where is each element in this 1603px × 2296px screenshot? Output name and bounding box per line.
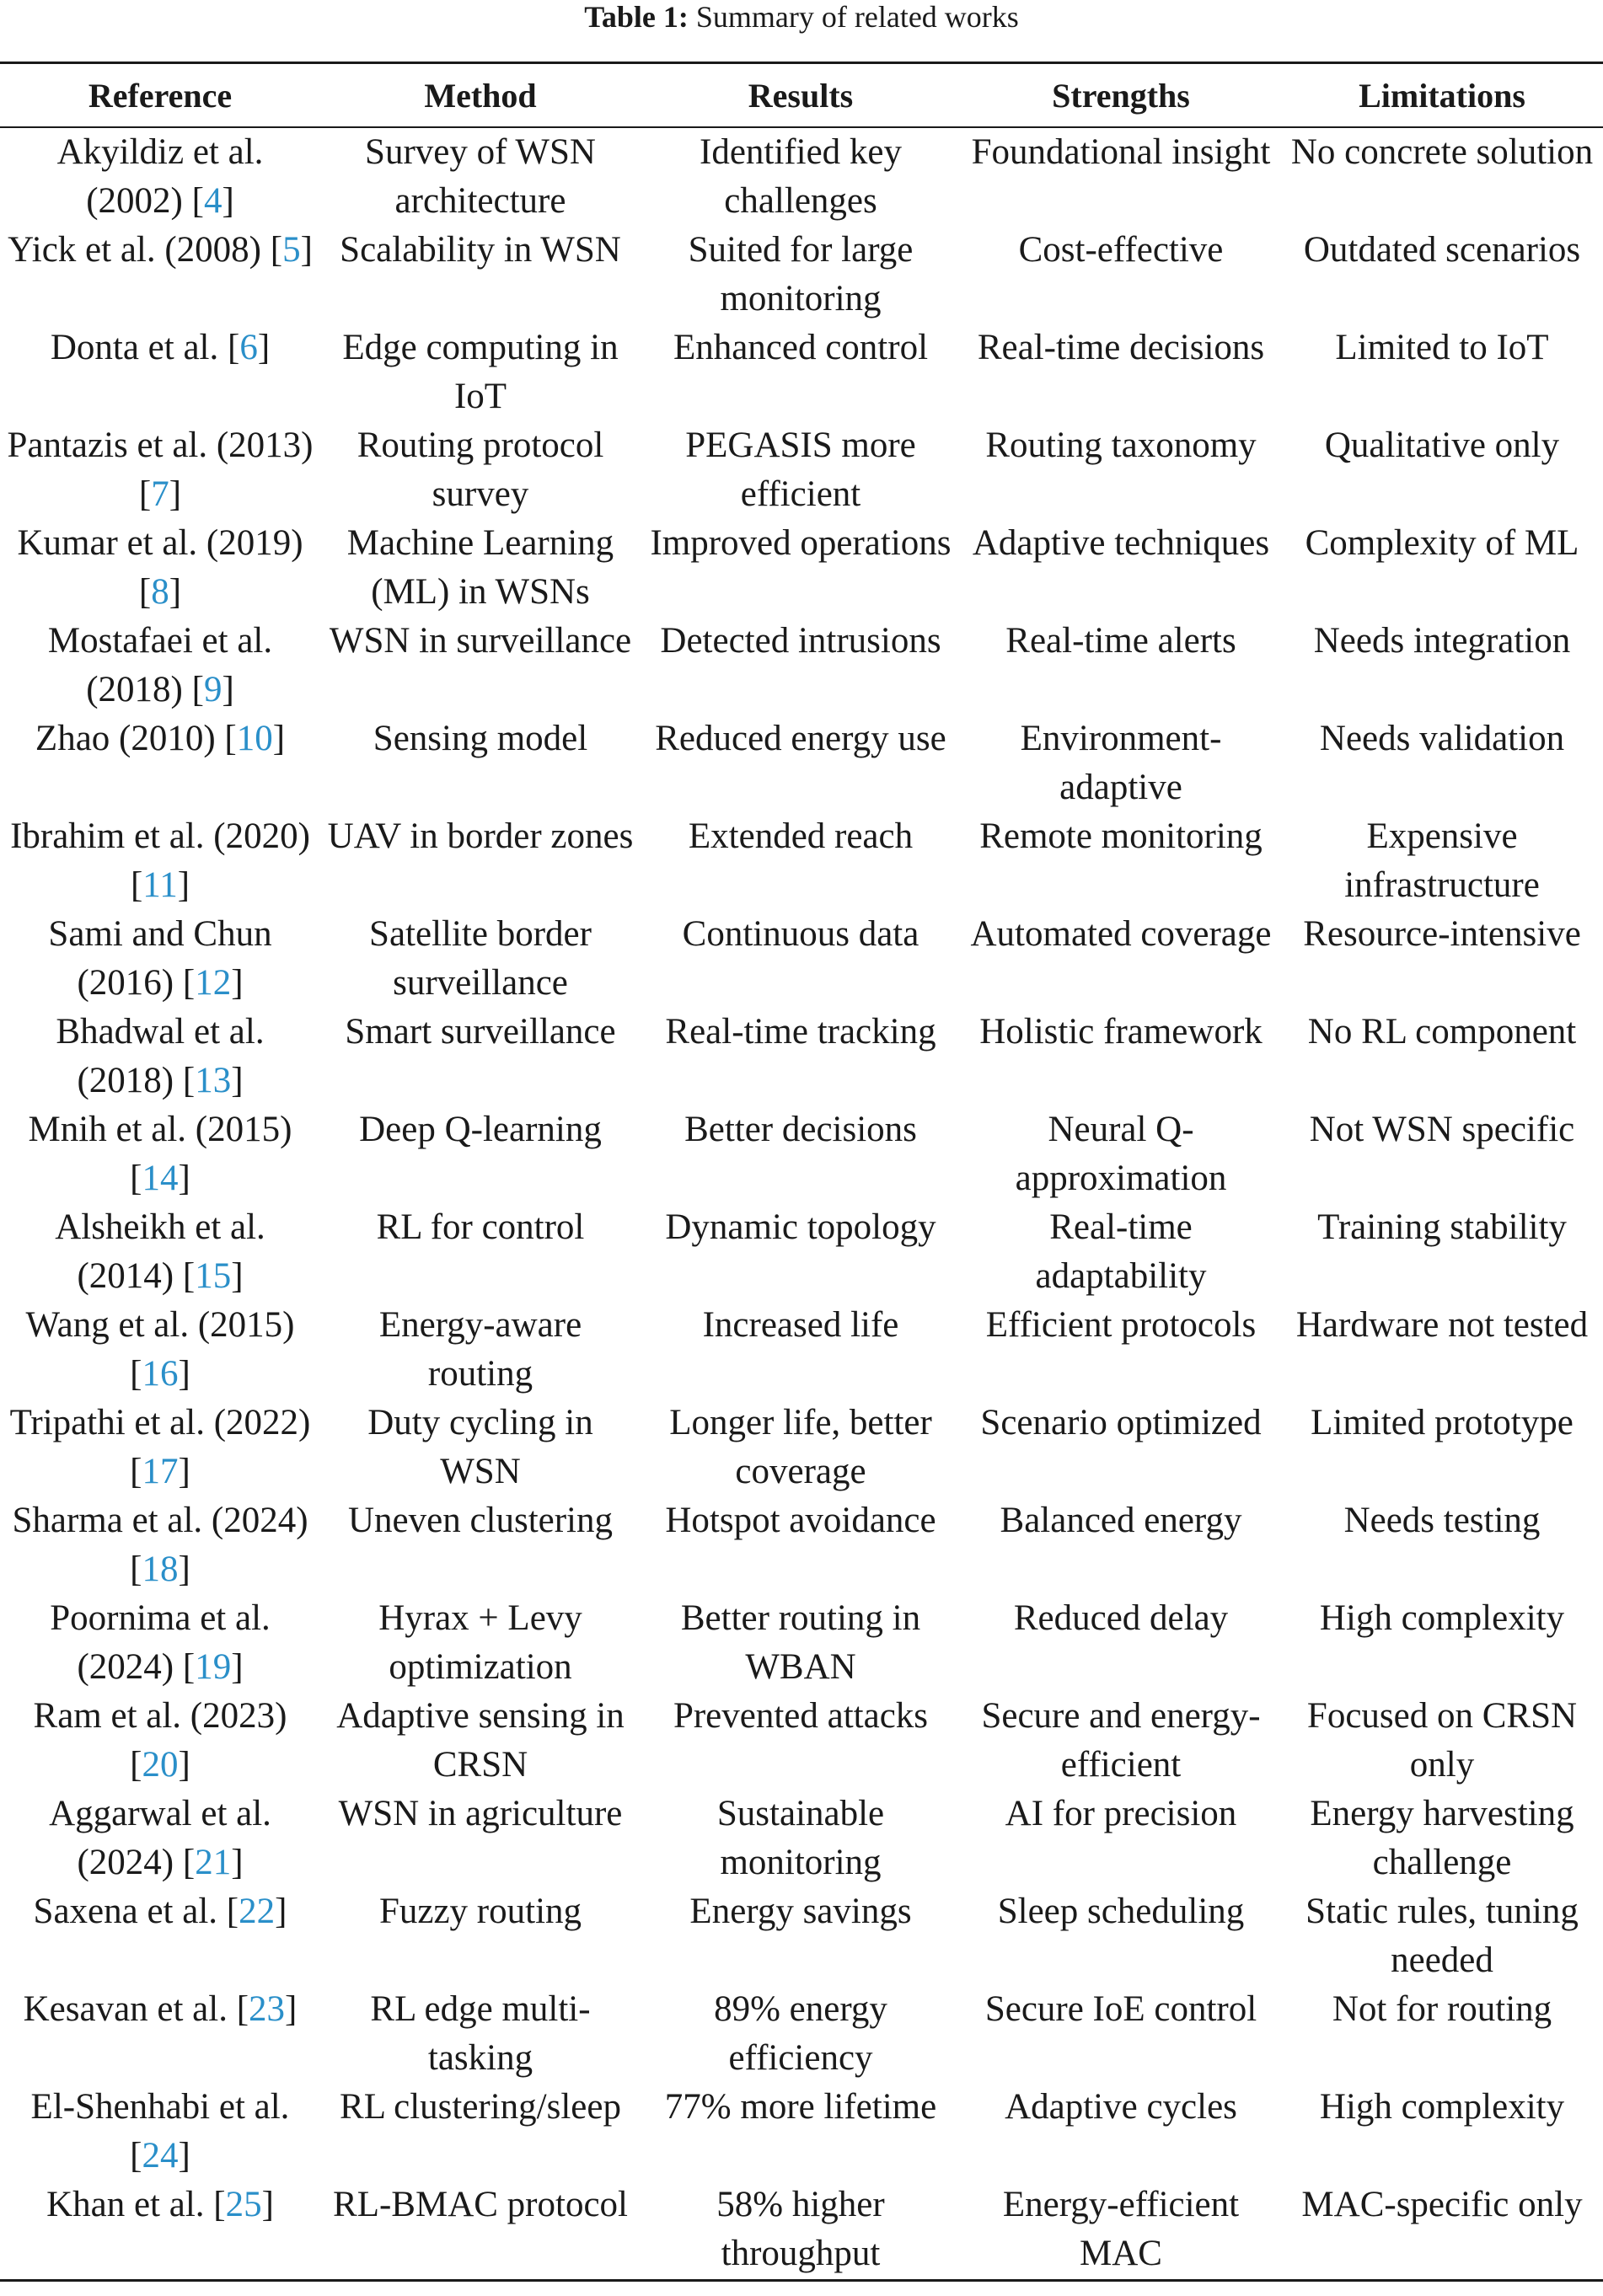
cell-method: Deep Q-learning [359, 1110, 602, 1149]
cell-limitations: Resource-intensive [1303, 914, 1581, 954]
cell-strengths: Holistic framework [979, 1012, 1263, 1052]
cell-method: Survey of WSN architecture [365, 132, 596, 221]
table-row [0, 421, 1603, 519]
cell-strengths: Balanced energy [1000, 1501, 1242, 1540]
cell-strengths: Energy-efficient MAC [1002, 2185, 1240, 2273]
cell-method: WSN in surveillance [329, 621, 632, 661]
table-row [0, 1008, 1603, 1105]
header-reference: Reference [0, 63, 320, 128]
header-row [0, 63, 1603, 128]
reference-text: Donta et al. [50, 328, 228, 367]
cell-strengths: Cost-effective [1018, 230, 1224, 270]
header-results: Results [641, 63, 961, 128]
cell-limitations: Outdated scenarios [1303, 230, 1581, 270]
cell-strengths: Real-time adaptability [1035, 1207, 1207, 1296]
cell-results: Better decisions [684, 1110, 917, 1149]
cell-reference: Bhadwal et al. (2018) [13] [56, 1012, 265, 1100]
cell-results: Reduced energy use [655, 719, 946, 758]
reference-text: Akyildiz et al. (2002) [56, 132, 264, 221]
table-row [0, 226, 1603, 324]
citation-link[interactable]: 12 [195, 963, 232, 1003]
reference-text: Ram et al. (2023) [33, 1696, 287, 1736]
cell-limitations: Limited prototype [1311, 1403, 1574, 1442]
cell-strengths: Efficient protocols [985, 1305, 1257, 1345]
reference-text: Saxena et al. [33, 1892, 227, 1931]
cell-method: RL for control [376, 1207, 585, 1247]
cell-limitations: Energy harvesting challenge [1310, 1794, 1574, 1882]
table-body [0, 127, 1603, 2280]
cell-results: Improved operations [650, 523, 952, 563]
cell-method: Hyrax + Levy optimization [378, 1598, 582, 1687]
reference-text: Wang et al. (2015) [25, 1305, 295, 1345]
citation-link[interactable]: 21 [195, 1843, 232, 1882]
table-row [0, 1301, 1603, 1399]
cell-method: Edge computing in IoT [342, 328, 619, 416]
cell-results: Prevented attacks [673, 1696, 929, 1736]
cell-strengths: Remote monitoring [979, 816, 1263, 856]
citation-link[interactable]: 19 [195, 1647, 232, 1687]
cell-limitations: Static rules, tuning needed [1305, 1892, 1579, 1980]
table-header [0, 63, 1603, 128]
table-row [0, 519, 1603, 617]
table-row [0, 324, 1603, 421]
citation-link[interactable]: 20 [142, 1745, 179, 1785]
cell-method: Duty cycling in WSN [367, 1403, 593, 1491]
cell-reference: Sharma et al. (2024) [18] [12, 1501, 308, 1589]
cell-method: RL edge multi-tasking [370, 1989, 591, 2078]
citation-link[interactable]: 9 [203, 670, 222, 709]
cell-results: Better routing in WBAN [680, 1598, 921, 1687]
cell-strengths: Reduced delay [1013, 1598, 1229, 1638]
cell-limitations: Qualitative only [1324, 425, 1560, 465]
table-row [0, 2181, 1603, 2280]
cell-reference: Poornima et al. (2024) [19] [50, 1598, 271, 1687]
cell-reference: Pantazis et al. (2013) [7] [7, 425, 314, 514]
cell-results: Identified key challenges [700, 132, 902, 221]
citation-link[interactable]: 17 [142, 1452, 179, 1491]
cell-limitations: High complexity [1319, 1598, 1565, 1638]
cell-reference: Sami and Chun (2016) [12] [48, 914, 272, 1003]
table-row [0, 1203, 1603, 1301]
table-caption-label: Table 1: [584, 0, 689, 34]
cell-method: Adaptive sensing in CRSN [336, 1696, 625, 1785]
cell-reference: Mnih et al. (2015) [14] [28, 1110, 292, 1198]
reference-text: Khan et al. [46, 2185, 214, 2224]
citation-link[interactable]: 22 [239, 1892, 276, 1931]
reference-text: Bhadwal et al. (2018) [56, 1012, 265, 1100]
cell-limitations: High complexity [1319, 2087, 1565, 2127]
cell-strengths: Real-time decisions [977, 328, 1265, 367]
cell-results: Energy savings [689, 1892, 912, 1931]
cell-results: 58% higher throughput [716, 2185, 885, 2273]
cell-method: UAV in border zones [327, 816, 634, 856]
cell-strengths: Real-time alerts [1005, 621, 1236, 661]
cell-results: 89% energy efficiency [714, 1989, 887, 2078]
cell-results: Longer life, better coverage [669, 1403, 932, 1491]
cell-method: Uneven clustering [347, 1501, 614, 1540]
cell-limitations: Expensive infrastructure [1344, 816, 1540, 905]
table-row [0, 812, 1603, 910]
cell-strengths: Environment-adaptive [1020, 719, 1222, 807]
cell-results: Enhanced control [673, 328, 929, 367]
citation-link[interactable]: 16 [142, 1354, 179, 1394]
citation-link[interactable]: 23 [249, 1989, 286, 2029]
cell-strengths: Sleep scheduling [997, 1892, 1245, 1931]
related-works-table [0, 62, 1603, 2282]
reference-text: Kesavan et al. [23, 1989, 237, 2029]
citation-link[interactable]: 18 [142, 1549, 179, 1589]
cell-strengths: Neural Q-approximation [1015, 1110, 1227, 1198]
cell-results: 77% more lifetime [664, 2087, 937, 2127]
cell-reference: El-Shenhabi et al. [24] [30, 2087, 290, 2176]
cell-reference: Tripathi et al. (2022) [17] [9, 1403, 311, 1491]
table-row [0, 1692, 1603, 1790]
cell-reference: Kumar et al. (2019) [8] [17, 523, 303, 612]
cell-reference: Aggarwal et al. (2024) [21] [49, 1794, 271, 1882]
table-row [0, 1105, 1603, 1203]
table-row [0, 1496, 1603, 1594]
citation-link[interactable]: 15 [195, 1256, 232, 1296]
cell-method: RL-BMAC protocol [333, 2185, 628, 2224]
citation-link[interactable]: 10 [236, 719, 273, 758]
citation-link[interactable]: 25 [225, 2185, 262, 2224]
reference-text: Mnih et al. (2015) [28, 1110, 292, 1149]
cell-results: Hotspot avoidance [665, 1501, 936, 1540]
cell-results: Real-time tracking [665, 1012, 936, 1052]
citation-link[interactable]: 5 [282, 230, 301, 270]
table-row [0, 2083, 1603, 2181]
reference-text: Sami and Chun (2016) [48, 914, 272, 1003]
table-row [0, 617, 1603, 714]
cell-method: Fuzzy routing [378, 1892, 582, 1931]
header-strengths: Strengths [961, 63, 1281, 128]
cell-reference: Saxena et al. [22] [33, 1892, 287, 1931]
header-method: Method [320, 63, 641, 128]
cell-limitations: No RL component [1307, 1012, 1577, 1052]
cell-method: Scalability in WSN [340, 230, 621, 270]
cell-results: Dynamic topology [665, 1207, 936, 1247]
cell-strengths: Secure IoE control [984, 1989, 1257, 2029]
cell-reference: Ibrahim et al. (2020) [11] [10, 816, 310, 905]
cell-strengths: Adaptive cycles [1005, 2087, 1237, 2127]
cell-limitations: Training stability [1317, 1207, 1567, 1247]
cell-strengths: AI for precision [1005, 1794, 1237, 1833]
cell-reference: Donta et al. [6] [50, 328, 271, 367]
table-row [0, 1790, 1603, 1887]
cell-limitations: No concrete solution [1290, 132, 1594, 172]
cell-results: Detected intrusions [660, 621, 941, 661]
cell-method: Smart surveillance [345, 1012, 616, 1052]
reference-text: Tripathi et al. (2022) [9, 1403, 311, 1442]
reference-text: Kumar et al. (2019) [17, 523, 303, 563]
cell-method: Sensing model [373, 719, 588, 758]
citation-link[interactable]: 11 [142, 865, 178, 905]
cell-results: Sustainable monitoring [716, 1794, 885, 1882]
cell-reference: Kesavan et al. [23] [23, 1989, 298, 2029]
cell-limitations: Not WSN specific [1309, 1110, 1575, 1149]
cell-strengths: Routing taxonomy [985, 425, 1257, 465]
citation-link[interactable]: 24 [142, 2136, 179, 2176]
reference-text: Ibrahim et al. (2020) [10, 816, 310, 856]
reference-text: Alsheikh et al. (2014) [55, 1207, 265, 1296]
cell-strengths: Adaptive techniques [972, 523, 1270, 563]
table-row [0, 910, 1603, 1008]
table-row [0, 1594, 1603, 1692]
cell-strengths: Secure and energy-efficient [981, 1696, 1261, 1785]
cell-limitations: Focused on CRSN only [1306, 1696, 1578, 1785]
table-row [0, 1399, 1603, 1496]
citation-link[interactable]: 13 [195, 1061, 232, 1100]
reference-text: Yick et al. (2008) [8, 230, 271, 270]
cell-results: Increased life [702, 1305, 899, 1345]
cell-reference: Zhao (2010) [10] [35, 719, 286, 758]
cell-reference: Yick et al. (2008) [5] [8, 230, 313, 270]
cell-results: PEGASIS more efficient [685, 425, 916, 514]
cell-reference: Khan et al. [25] [46, 2185, 274, 2224]
cell-results: Suited for large monitoring [688, 230, 914, 318]
table-row [0, 127, 1603, 226]
cell-reference: Mostafaei et al. (2018) [9] [47, 621, 273, 709]
citation-link[interactable]: 8 [151, 572, 169, 612]
citation-link[interactable]: 4 [203, 181, 222, 221]
citation-link[interactable]: 14 [142, 1159, 179, 1198]
citation-link[interactable]: 6 [239, 328, 258, 367]
cell-reference: Wang et al. (2015) [16] [25, 1305, 295, 1394]
cell-limitations: Not for routing [1332, 1989, 1552, 2029]
reference-text: El-Shenhabi et al. [30, 2087, 290, 2127]
cell-method: Routing protocol survey [357, 425, 604, 514]
cell-method: RL clustering/sleep [340, 2087, 621, 2127]
cell-limitations: Needs testing [1343, 1501, 1541, 1540]
table-caption [0, 0, 1603, 34]
header-limitations: Limitations [1281, 63, 1603, 128]
cell-strengths: Scenario optimized [980, 1403, 1262, 1442]
reference-text: Sharma et al. (2024) [12, 1501, 308, 1540]
cell-limitations: Needs integration [1313, 621, 1571, 661]
cell-results: Extended reach [688, 816, 914, 856]
citation-link[interactable]: 7 [151, 474, 169, 514]
cell-strengths: Automated coverage [970, 914, 1272, 954]
table-row [0, 1985, 1603, 2083]
cell-method: WSN in agriculture [338, 1794, 623, 1833]
reference-text: Pantazis et al. (2013) [7, 425, 314, 465]
cell-limitations: Limited to IoT [1335, 328, 1549, 367]
cell-reference: Ram et al. (2023) [20] [33, 1696, 287, 1785]
cell-limitations: Needs validation [1319, 719, 1565, 758]
cell-limitations: Hardware not tested [1295, 1305, 1589, 1345]
cell-method: Energy-aware routing [378, 1305, 582, 1394]
cell-reference: Alsheikh et al. (2014) [15] [55, 1207, 265, 1296]
table-row [0, 1887, 1603, 1985]
cell-reference: Akyildiz et al. (2002) [4] [56, 132, 264, 221]
reference-text: Aggarwal et al. (2024) [49, 1794, 271, 1882]
cell-limitations: Complexity of ML [1305, 523, 1579, 563]
cell-results: Continuous data [682, 914, 919, 954]
cell-method: Machine Learning (ML) in WSNs [346, 523, 614, 612]
table-caption-text: Summary of related works [688, 0, 1019, 34]
cell-strengths: Foundational insight [971, 132, 1271, 172]
cell-method: Satellite border surveillance [369, 914, 592, 1003]
reference-text: Poornima et al. (2024) [50, 1598, 271, 1687]
reference-text: Zhao (2010) [35, 719, 225, 758]
reference-text: Mostafaei et al. (2018) [47, 621, 273, 709]
cell-limitations: MAC-specific only [1301, 2185, 1583, 2224]
table-row [0, 714, 1603, 812]
